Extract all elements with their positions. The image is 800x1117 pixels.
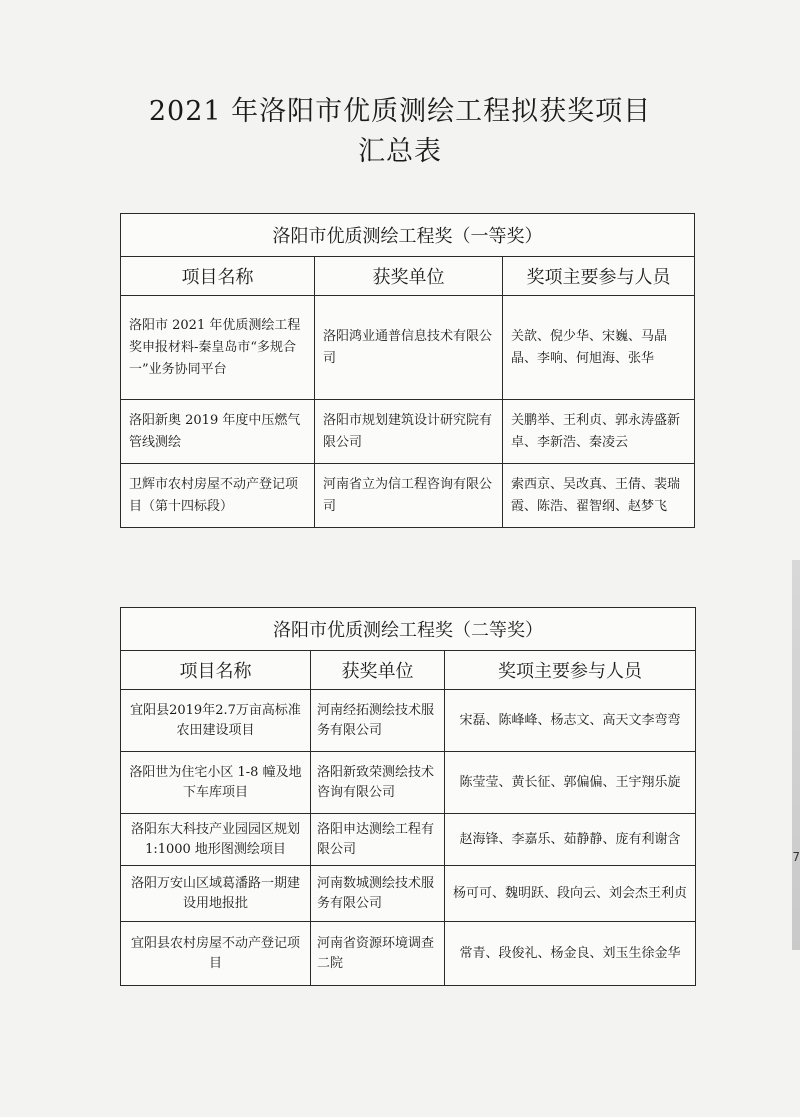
table-row <box>121 464 695 528</box>
unit-cell: 河南省资源环境调查二院 <box>311 922 445 986</box>
table-row <box>121 400 695 464</box>
edge-page-mark: 7 <box>792 850 800 864</box>
table-row <box>121 690 696 752</box>
project-cell: 洛阳东大科技产业园园区规划 1:1000 地形图测绘项目 <box>121 814 311 866</box>
table-row <box>121 866 696 922</box>
people-cell: 常青、段俊礼、杨金良、刘玉生徐金华 <box>445 922 696 986</box>
project-cell: 洛阳市 2021 年优质测绘工程奖申报材料-秦皇岛市“多规合一”业务协同平台 <box>121 296 315 400</box>
table-row <box>121 814 696 866</box>
unit-cell: 洛阳新致荣测绘技术咨询有限公司 <box>311 752 445 814</box>
title-line-1: 2021 年洛阳市优质测绘工程拟获奖项目 <box>148 96 652 127</box>
table-row <box>121 296 695 400</box>
header-people: 奖项主要参与人员 <box>503 257 695 296</box>
unit-cell: 洛阳申达测绘工程有限公司 <box>311 814 445 866</box>
table-caption: 洛阳市优质测绘工程奖（一等奖） <box>121 214 695 257</box>
document-title <box>0 92 800 172</box>
unit-cell: 洛阳鸿业通普信息技术有限公司 <box>315 296 503 400</box>
title-line-2: 汇总表 <box>358 136 442 167</box>
project-cell: 洛阳世为住宅小区 1-8 幢及地下车库项目 <box>121 752 311 814</box>
people-cell: 索西京、吴改真、王倩、裴瑞霞、陈浩、翟智纲、赵梦飞 <box>503 464 695 528</box>
header-project: 项目名称 <box>121 651 311 690</box>
unit-cell: 河南经拓测绘技术服务有限公司 <box>311 690 445 752</box>
scan-edge-strip <box>792 560 800 950</box>
second-prize-table <box>120 607 696 986</box>
people-cell: 关歆、倪少华、宋巍、马晶晶、李响、何旭海、张华 <box>503 296 695 400</box>
unit-cell: 河南数城测绘技术服务有限公司 <box>311 866 445 922</box>
table-caption: 洛阳市优质测绘工程奖（二等奖） <box>121 608 696 651</box>
people-cell: 关鹏举、王利贞、郭永涛盛新卓、李新浩、秦凌云 <box>503 400 695 464</box>
unit-cell: 洛阳市规划建筑设计研究院有限公司 <box>315 400 503 464</box>
first-prize-table <box>120 213 695 528</box>
project-cell: 宜阳县农村房屋不动产登记项目 <box>121 922 311 986</box>
header-people: 奖项主要参与人员 <box>445 651 696 690</box>
project-cell: 卫辉市农村房屋不动产登记项目（第十四标段） <box>121 464 315 528</box>
table-row <box>121 752 696 814</box>
project-cell: 洛阳万安山区域葛潘路一期建设用地报批 <box>121 866 311 922</box>
people-cell: 赵海锋、李嘉乐、茹静静、庞有利谢含 <box>445 814 696 866</box>
people-cell: 陈莹莹、黄长征、郭偏偏、王宇翔乐旋 <box>445 752 696 814</box>
project-cell: 宜阳县2019年2.7万亩高标准农田建设项目 <box>121 690 311 752</box>
header-project: 项目名称 <box>121 257 315 296</box>
project-cell: 洛阳新奥 2019 年度中压燃气管线测绘 <box>121 400 315 464</box>
table-row <box>121 922 696 986</box>
header-unit: 获奖单位 <box>311 651 445 690</box>
header-unit: 获奖单位 <box>315 257 503 296</box>
people-cell: 杨可可、魏明跃、段向云、刘会杰王利贞 <box>445 866 696 922</box>
unit-cell: 河南省立为信工程咨询有限公司 <box>315 464 503 528</box>
people-cell: 宋磊、陈峰峰、杨志文、高天文李弯弯 <box>445 690 696 752</box>
